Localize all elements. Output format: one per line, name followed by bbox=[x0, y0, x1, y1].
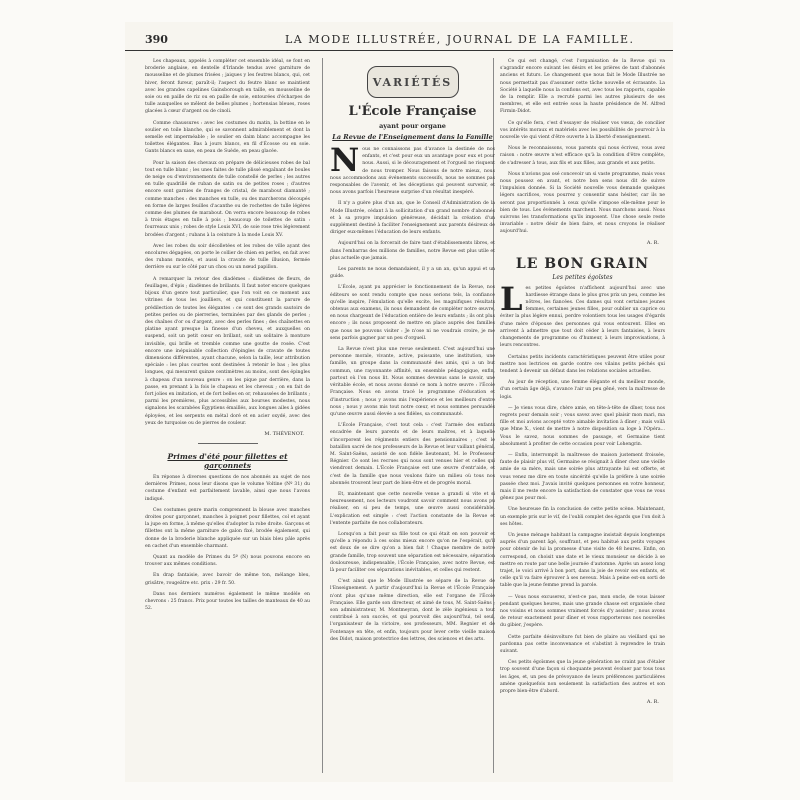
paragraph: Et, maintenant que cette nouvelle venue a grandi si vite et si heureusement, nos lecteurs voudront savoir comment nous avons pu réaliser, en si peu de temps, une œuvre aussi considérable. L'explication est simple : c'est l'action constante de la Revue et l'entente parfaite de nos collaborateurs. bbox=[330, 491, 495, 526]
paragraph: Ces costumes genre marin comprennent la blouse avec manches droites pour garçonnet, manches à poignet pour fillettes, col et ayant la jupe en forme, à même qu'elles d'adopter la robe droite. Garçons et fillettes ont la même garniture de galon fixé, brodée également, qui donne de la broderie blanche appliquée sur un biais bleu pâle après en cachet d'un ensemble charmant. bbox=[145, 507, 310, 549]
paragraph: Ces petits égoïsmes que la jeune génération ne craint pas d'étaler trop souvent d'une façon si choquante peuvent évoluer par tous tous les âges, et, un peu de prévoyance de leurs préférences particulières amène quelquefois non seulement la satisfaction des autres et son propre bien-être d'abord. bbox=[500, 660, 665, 695]
paragraph: Les chapeaux, appelés à compléter cet ensemble idéal, se font en broderie anglaise, en dentelle d'Irlande tendus avec garniture de mousseline et de plumes frisées ; jaiques y les feutres blancs, qui, cet hiver, feront fureur, paraît-il; l'aspect du feutre blanc se maintient avec les grandes capelines Gainsborough en taille, en mousseline de soie ou en paille de riz ou en paille de soie, entourées d'écharpes de tulle auxquelles se mêlent de belles plumes ; hortensias bleues, roses glacées à cœur d'argent ou de cinoli. bbox=[145, 59, 310, 115]
magazine-page bbox=[125, 22, 673, 782]
article-title: L'École Française bbox=[348, 104, 477, 119]
paragraph: En drap fantaisie, avec bavoir de même ton, mélange bleu, grisâtre, rougeâtre etc. prix : 29 fr. 50. bbox=[145, 573, 310, 586]
column-divider bbox=[322, 58, 323, 773]
page-header bbox=[125, 30, 673, 51]
paragraph bbox=[330, 141, 495, 196]
column-right bbox=[500, 58, 665, 711]
article-title: LE BON GRAIN bbox=[515, 255, 650, 272]
paragraph: Nous le reconnaissons, vous parents qui nous écrivez, vous avez raison : notre œuvre n'est efficace qu'à la condition d'être complète, de s'adresser à tous, aux fils et aux filles, aux grands et aux petits. bbox=[500, 146, 665, 166]
paragraph: Au jour de réception, une femme élégante et du meilleur monde, d'un certain âge déjà, s'avance l'air un peu gêné, vers la maîtresse de logis. bbox=[500, 380, 665, 400]
paragraph: C'est ainsi que le Mode Illustrée se sépare de la Revue de l'Enseignement. A partir d'aujourd'hui la Revue et l'École Française n'ont plus qu'une même direction, elle est l'organe de l'École Française. Elle garde son directeur, et aimé de tous, M. Saint-Saëns ; son administrateur, M. Montmeyran, dont le zèle ingénieux a tout contribué à son succès, et qui pourvoit dès aujourd'hui, tel seul, l'organisateur de la victoire, ses professeurs, MM. Regnier et de Fontenaye en tête, et enfin, toujours pour lever cette vieille maison des Didot, maison protectrice des lettres, des sciences et des arts. bbox=[330, 579, 495, 642]
paragraph: Lorsqu'on a fait pour sa fille tout ce qui était en son pouvoir et qu'elle a répondu à ces soins mieux encore qu'on ne l'espérait, qu'il est doux de se dire qu'on a bien fait ! Chaque membre de notre grande famille, trop souvent une séparation est nécessaire, séparation douloureuse, indispensable, l'École Française, avec notre Revue, est là pour faciliter ces séparations inévitables, et celles qui restent. bbox=[330, 531, 495, 573]
paragraph: La Revue n'est plus une revue seulement. C'est aujourd'hui une personne morale, vivante, active, puissante, une institution, une famille, un groupe dans la communauté des amis, qui a un but commun, une rayonnante affinité, un ensemble pédagogique, enfin, partout où l'on nous lit. Nous sommes devenus sans le savoir, une véritable école, et nous avons donné ce nom à notre œuvre : l'École Française. Nous en avons tracé le programme d'éducation et d'instruction ; nous y avons mis l'expérience et les meilleurs d'entre nous ; nous y avons mis tout notre cœur, et nous sommes persuadés qu'une œuvre aussi élevée a ses fidèles, sa communauté. bbox=[330, 347, 495, 417]
paragraph: Les parents ne nous demandaient, il y a un an, qu'un appui et un guide. bbox=[330, 267, 495, 280]
signature: A. R. bbox=[646, 699, 659, 706]
paragraph: Il n'y a guère plus d'un an, que le Conseil d'Administration de la Mode Illustrée, cédant à la sollicitation d'un grand nombre d'abonnés et à sa propre impulsion généreuse, décidait la création d'un supplément destiné à faciliter l'enseignement aux parents désireux de diriger eux-mêmes l'éducation de leurs enfants. bbox=[330, 201, 495, 236]
paragraph: Une heureuse fin la conclusion de cette petite scène. Maintenant, un exemple pris sur le vif, de l'oubli complet des égards que l'on doit à ses hôtes. bbox=[500, 507, 665, 527]
varietes-banner: VARIÉTÉS bbox=[367, 66, 459, 98]
paragraph: A remarquer la retour des diadèmes : diadèmes de fleurs, de feuillages, d'épis ; diadèmes de brillants. Il faut noter encore quelques bijoux d'un genre tout particulier, que l'on voit en ce moment aux vitrines de tous les joailliers, et qui constituent la parure de prédilection de toutes les élégantes : ce sont des grands sautoirs de petites perles ou de pierreries, terminées par des glands de perles ; des chaînes d'or ou d'argent, avec des perles fines ; des chaînettes en platine ayant presque la finesse d'un cheveu, et auxquelles on suspend, soit un petit cœur en brillant, soit un solitaire à monture invisible, qui brille et tremble comme une goutte de rosée. C'est encore une inépuisable collection d'épingles de cravate de toutes dimensions différentes, ayant chacune, selon la taille, leur attribution spéciale : les plus courtes sont destinées à retenir le bas ; les plus longues, qui mesurent quinze centimètres au moins, sont des épingles à chapeau d'un nouveau genre : on les pique par derrière, dans la passe, en prenant à la fois le chapeau et les cheveux ; on en fait de fort jolies en imitation, et de fort belles en or, rehaussées de brillants ; parmi les premières, plus accessibles aux bourses modestes, nous signalons les scarabées Égyptiens émaillés, aux longues ailes à gidées éployées, et les serpents en métal doré et en acier oxydé, avec des yeux de turquoise ou de pierres de couleur. bbox=[145, 276, 310, 426]
paragraph: Aujourd'hui on la forcerait de faire tant d'établissements libres, et dans l'embarras des millions de familles, notre Revue est plus utile et plus actuelle que jamais. bbox=[330, 241, 495, 261]
drop-cap: L bbox=[500, 279, 523, 318]
paragraph: — Enfin, interrompit la maîtresse de maison justement froissée, faute de plaisir plus vif, Germaine se résignait à dîner chez une vieille amie de sa mère, mais une soirée plus attrayante lui est offerte, et vous venez me dire en toute sincérité qu'elle la préfère à une soirée passée chez moi. J'avais invité quelques personnes en votre honneur, mais il me reste encore la satisfaction de constater que vous ne vous gênez pas pour moi. bbox=[500, 452, 665, 502]
paragraph: Pour la saison des chevaux on prépare de délicieuses robes de bal tout en tulle blanc ; les unes faites de tulle plissé engaînant de boules de neige ou d'environnements de tulle constellé de perles ; les autres en tulle quadrillé de ruban de satin ou de petites roses ; d'autres encore sont garnies de franges de cristal, de marabout diamanté ; comme manches : des manches en tulle, ou des marcherons découpés en forme de larges feuilles d'acanthe ou de rochettes de tulle légères comme des plumes de marabout. On verra encore beaucoup de robes à trois étages en tulle à pois ; beaucoup de toilettes de satin : fourreaux unis ; robes de style Louis XVI, de soie rose très légèrement brodées d'argent ; rubans à la ceinture à la mode Louis XV. bbox=[145, 160, 310, 238]
signature: A. R. bbox=[646, 239, 659, 246]
paragraph bbox=[500, 279, 665, 350]
column-center bbox=[330, 58, 495, 647]
column-left bbox=[145, 58, 310, 616]
article-subtitle: ayant pour organe bbox=[379, 122, 446, 130]
paragraph: L'École Française, c'est tout cela : c'est l'armée des enfants encadrée de leurs parents et de leurs maîtres, et à laquelle s'incorporent les régiments entiers des pensionnaires ; c'est le bataillon sacré de nos professeurs de la Revue et leur vaillant général, M. Saint-Saëns, assisté de son fidèle lieutenant, M. le Professeur Régnier. Ce sont les recrues qui nous sont venues hier et celles qui viendront demain. L'École Française est une œuvre d'entr'aide, et c'est de la famille que nous voulons faire un milieu où tous nos abonnés trouvent leur part de bien-être et de progrès moral. bbox=[330, 423, 495, 486]
paragraph-text: es petites égoïstes n'affichent aujourd'hui avec une hardiesse étrange dans le plus gros prix un peu, comme les nôtres, les fiancées. Ces dames qui vont certaines jeunes femmes, certaines jeunes filles, pour oublier un caprice ou éviter la plus légère ennui, perdre volontiers tous les usages d'égards d'une mère d'épouse des personnes qui vous entourent. Elles en arrivent à admettre que tout doit céder à leurs fantaisies, à leurs changements de programme ou d'humeur, à leurs improvisations, à leurs rencontres. bbox=[500, 285, 665, 349]
article-subtitle: Les petites égoïstes bbox=[552, 273, 613, 281]
article-subtitle-2: La Revue de l'Enseignement dans la Famille bbox=[332, 133, 493, 141]
paragraph: — Vous nous excuserez, n'est-ce pas, mon oncle, de vous laisser pendant quelques heures, mais une grande chasse est organisée chez nos voisins et nous sommes vraiment forcés d'y assister ; nous avons de retour exactement pour dîner et vous rapporterons nos nouvelles du gibier, j'espère. bbox=[500, 594, 665, 629]
paragraph: Un jeune ménage habitant la campagne insistait depuis longtemps auprès d'un parent âgé, souffrant, et peu habitué aux petits voyages pour obtenir de lui la promesse d'une visite de 48 heures. Enfin, on correspond, on choisit une date et le vieux monsieur se décide à se mettre en route par une belle journée d'automne. Après un assez long trajet, le voici arrivé à bon port, dans la joie de revoir ses enfants, et celle qu'il va faire éprouver à ses neveux. Mais à peine est-on sorti de table que la jeune femme prend la parole. bbox=[500, 532, 665, 589]
paragraph-text: ous ne connaissons pas d'avance la destinée de nos enfants, et c'est pour eux un avantage pour eux et pour nous. Aussi, si le découragement et l'orgueil ne risquent de nous tromper. Nous faisons de notre mieux, nous nous accommodons aux événements successifs, nous ne sommes pas responsables de l'avenir, et les déceptions qui peuvent survenir, et nous avons parfois l'heureuse surprise d'un résultat inespéré. bbox=[330, 147, 495, 196]
paragraph: Nous n'avions pas osé concevoir un si vaste programme, mais vous nous poussez en avant, et notre bon sens nous dit de suivre l'impulsion donnée. Si la Société nouvelle vous demande quelques légers sacrifices, vous pourrez y consentir sans hésiter, car ils ne seront pas proportionnés à ceux qu'elle s'impose elle-même pour le bien de tous. Les événements marchent. Nous marchons aussi. Nous suivrons les transformations qu'ils imposent. Une chose seule reste invariable : notre désir de bien faire, et nous croyons le réaliser aujourd'hui. bbox=[500, 171, 665, 235]
page-number: 390 bbox=[145, 33, 168, 46]
paragraph: L'École, ayant pu apprécier le fonctionnement de la Revue, nos éditeurs se sont rendu compte que nous serions tels, la confiance qu'elle inspire, l'émulation qu'elle excite, les magnifiques résultats obtenus aux examens, ils nous demandent de compléter notre œuvre, en nous chargeant de l'éducation entière de leurs enfants ; ils ont plus encore ; ils nous proposent de mettre en place auprès des familles que nous ne pouvons visiter : Je n'ose ni ne voudrais croire, je me sens parfois gagner par un peu d'orgueil. bbox=[330, 285, 495, 341]
paragraph: Cette parfaite désinvolture fut bien de plaire au vieillard qui ne pardonna pas cette inconvenance et s'abstint à reprendre le train suivant. bbox=[500, 634, 665, 655]
paragraph: Comme chaussures : avec les costumes du matin, la bottine en le soulier en toile blanche, qui se savonnent admirablement et dont la semelle est imperméable ; le soulier en daim blanc accompagne les toilettes élégantes. Bas à jours blancs, en fil d'Écosse ou en soie. Gants blancs en saxe, en peau de Suède, en peau glacée. bbox=[145, 120, 310, 155]
section-title: Primes d'été pour fillettes et garçonnets bbox=[167, 451, 288, 470]
paragraph: Certains petits incidents caractéristiques peuvent être utiles pour mettre nos lectrices en garde contre ces vilains petits péchés qui tendent à devenir un défaut dans les relations sociales actuelles. bbox=[500, 354, 665, 374]
drop-cap: N bbox=[330, 141, 360, 179]
paragraph: Quant au modèle de Primes du 5º (N) nous pouvons encore en trouver aux mêmes conditions. bbox=[145, 554, 310, 568]
paragraph: Dans nos derniers numéros également le même modèle en chevrons : 25 francs. Prix pour toutes les tailles de manteaux de 40 au 52. bbox=[145, 591, 310, 612]
signature: M. THÉVENOT. bbox=[264, 430, 304, 437]
separator bbox=[198, 443, 258, 444]
paragraph: — Je viens vous dire, chère amie, en tête-à-tête de dîner, tous nos regrets pour demain soir ; vous savez avec quel plaisir mon mari, ma fille et moi avions accepté votre aimable invitation à dîner ; mais voilà que Mme X., vient de mettre à notre disposition sa loge à l'Opéra... Vous le savez, nous sommes de passage, et Germaine tient absolument à profiter de cette occasion pour voir Lohengrin. bbox=[500, 405, 665, 447]
journal-title: LA MODE ILLUSTRÉE, JOURNAL DE LA FAMILLE. bbox=[285, 33, 635, 46]
paragraph: Ce qu'elle fera, c'est d'essayer de réaliser vos vœux, de concilier vos intérêts moraux et matériels avec les possibilités de pourvoir à la nouvelle vie qui vient d'être ouverte à la liberté d'enseignement. bbox=[500, 120, 665, 141]
paragraph: Ce qui est changé, c'est l'organisation de la Revue qui va s'agrandir encore suivant les désirs et les prières de tant d'abonnés anciens et futurs. Le changement que nous fait le Mode Illustrée ne nous permettait pas d'assumer cette tâche nouvelle et écrasante. La Société à laquelle nous la confions est, avec tous les rapports, capable de la remplir. Elle a recruté parmi les autres plusieurs de ses membres, et elle est entrée sous la haute présidence de M. Alfred Firmin-Didot. bbox=[500, 59, 665, 115]
paragraph: Avec les robes du soir décolletées et les robes de ville ayant des encolures dégagées, on porte le collier de chien en perles, en fait avec des rubans montés, et aussi la cravate de tulle illusion, fermée derrière ou sur le côté par un chou ou un nœud papillon. bbox=[145, 243, 310, 271]
paragraph: En réponse à diverses questions de nos abonnés au sujet de nos dernières Primes, nous leur disons que le volume Voltine (Nº 31) du costume d'enfant est parfaitement lavable, ainsi que nous l'avons indiqué. bbox=[145, 474, 310, 502]
